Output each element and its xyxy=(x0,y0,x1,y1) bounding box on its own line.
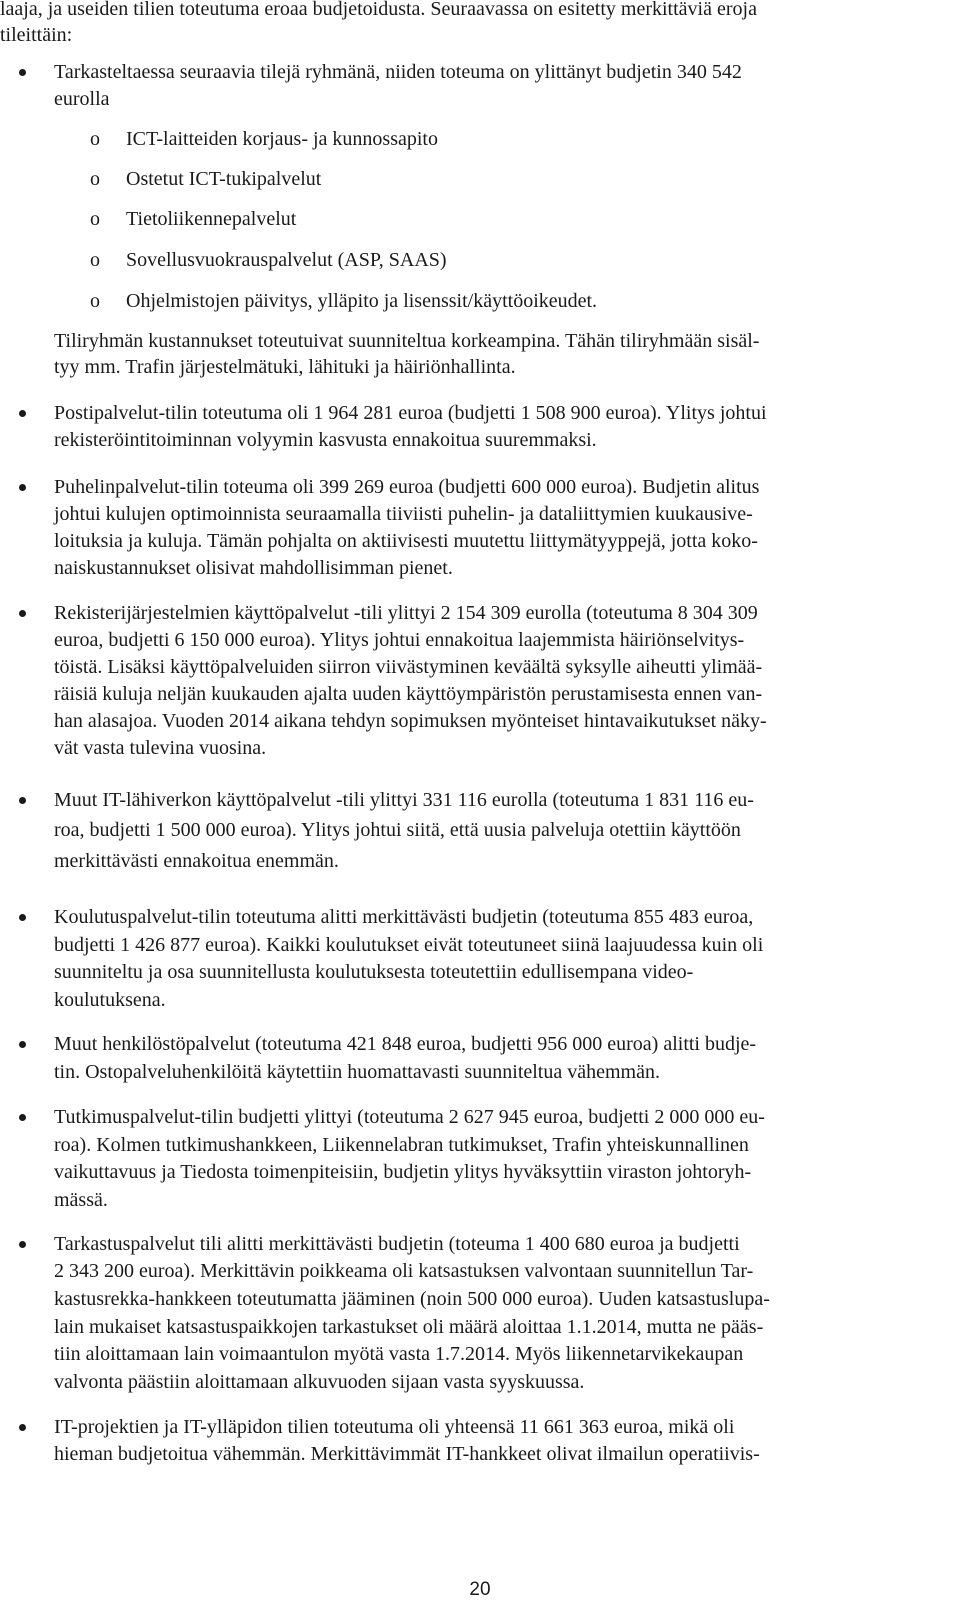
bullet-dot xyxy=(19,1241,26,1248)
bullet-text-line: Tarkastuspalvelut tili alitti merkittävästi budjetin (toteuma 1 400 680 euroa ja budjetti xyxy=(54,1233,740,1255)
bullet-text-line: Rekisterijärjestelmien käyttöpalvelut -tili ylittyi 2 154 309 eurolla (toteutuma 8 304 309 xyxy=(54,602,758,624)
page-number: 20 xyxy=(469,1579,491,1600)
sub-bullet-item: Ohjelmistojen päivitys, ylläpito ja lisenssit/käyttöoikeudet. xyxy=(126,290,598,312)
bullet-text-line: vaikuttavuus ja Tiedosta toimenpiteisiin, budjetin ylitys hyväksyttiin viraston johtoryh- xyxy=(54,1161,752,1183)
bullet-text-line: IT-projektien ja IT-ylläpidon tilien toteutuma oli yhteensä 11 661 363 euroa, mikä oli xyxy=(54,1416,735,1438)
bullet-text-line: 2 343 200 euroa). Merkittävin poikkeama oli katsastuksen valvontaan suunnitellun Tar- xyxy=(54,1260,754,1282)
bullet-text-line: hieman budjetoitua vähemmän. Merkittävimmät IT-hankkeet olivat ilmailun operatiivis- xyxy=(54,1443,760,1465)
bullet-text-line: Muut henkilöstöpalvelut (toteutuma 421 848 euroa, budjetti 956 000 euroa) alitti budje- xyxy=(54,1033,757,1055)
bullet-dot xyxy=(19,1114,26,1121)
bullet-text-line: roa, budjetti 1 500 000 euroa). Ylitys johtui siitä, että uusia palveluja otettiin käyttöön xyxy=(54,819,741,841)
bullet-text-line: tin. Ostopalveluhenkilöitä käytettiin huomattavasti suunniteltua vähemmän. xyxy=(54,1061,660,1083)
sub-bullet-marker: o xyxy=(90,128,100,150)
bullet-text-line: budjetti 1 426 877 euroa). Kaikki koulutukset eivät toteutuneet siinä laajuudessa kuin oli xyxy=(54,934,764,956)
bullet-text-line: tiin aloittamaan lain voimaantulon myötä vasta 1.7.2014. Myös liikennetarvikekaupan xyxy=(54,1343,744,1365)
intro-line: tileittäin: xyxy=(0,24,73,46)
bullet-text-line: töistä. Lisäksi käyttöpalveluiden siirron viivästyminen keväältä syksylle aiheutti ylimää- xyxy=(54,656,763,678)
bullet-text-line: han alasajoa. Vuoden 2014 aikana tehdyn sopimuksen myönteiset hintavaikutukset näky- xyxy=(54,710,767,732)
bullet-dot xyxy=(19,1424,26,1431)
bullet-dot xyxy=(19,914,26,921)
bullet-text-line: Koulutuspalvelut-tilin toteutuma alitti merkittävästi budjetin (toteutuma 855 483 euroa, xyxy=(54,906,754,928)
bullet-text-line: eurolla xyxy=(54,88,110,110)
sub-bullet-item: Sovellusvuokrauspalvelut (ASP, SAAS) xyxy=(126,249,447,271)
bullet-dot xyxy=(19,797,26,804)
paragraph-line: Tiliryhmän kustannukset toteutuivat suunniteltua korkeampina. Tähän tiliryhmään sisäl- xyxy=(54,330,760,352)
paragraph-line: tyy mm. Trafin järjestelmätuki, lähituki ja häiriönhallinta. xyxy=(54,356,516,378)
bullet-dot xyxy=(19,410,26,417)
bullet-text-line: merkittävästi ennakoitua enemmän. xyxy=(54,850,339,872)
bullet-text-line: vät vasta tulevina vuosina. xyxy=(54,737,267,759)
sub-bullet-item: Tietoliikennepalvelut xyxy=(126,208,297,230)
bullet-dot xyxy=(19,610,26,617)
sub-bullet-item: ICT-laitteiden korjaus- ja kunnossapito xyxy=(126,128,438,150)
sub-bullet-item: Ostetut ICT-tukipalvelut xyxy=(126,168,322,190)
bullet-text-line: mässä. xyxy=(54,1189,108,1211)
bullet-text-line: lain mukaiset katsastuspaikkojen tarkastukset oli määrä aloittaa 1.1.2014, mutta ne pääs- xyxy=(54,1316,764,1338)
bullet-text-line: valvonta päästiin aloittamaan alkuvuoden sijaan vasta syyskuussa. xyxy=(54,1371,585,1393)
sub-bullet-marker: o xyxy=(90,208,100,230)
bullet-dot xyxy=(19,1041,26,1048)
bullet-text-line: suunniteltu ja osa suunnitellusta koulutuksesta toteutettiin edullisempana video- xyxy=(54,961,694,983)
sub-bullet-marker: o xyxy=(90,290,100,312)
bullet-text-line: roa). Kolmen tutkimushankkeen, Liikennelabran tutkimukset, Trafin yhteiskunnallinen xyxy=(54,1134,749,1156)
bullet-text-line: johtui kulujen optimoinnista seuraamalla tiiviisti puhelin- ja dataliittymien kuukausive- xyxy=(54,503,753,525)
bullet-text-line: loituksia ja kuluja. Tämän pohjalta on aktiivisesti muutettu liittymätyyppejä, jotta koko- xyxy=(54,530,758,552)
bullet-dot xyxy=(19,69,26,76)
bullet-text-line: Tutkimuspalvelut-tilin budjetti ylittyi (toteutuma 2 627 945 euroa, budjetti 2 000 000 eu- xyxy=(54,1106,765,1128)
bullet-text-line: räisiä kuluja neljän kuukauden ajalta uuden käyttöympäristön perustamisesta ennen van- xyxy=(54,683,763,705)
sub-bullet-marker: o xyxy=(90,168,100,190)
bullet-text-line: koulutuksena. xyxy=(54,989,166,1011)
sub-bullet-marker: o xyxy=(90,249,100,271)
bullet-text-line: kastusrekka-hankkeen toteutumatta jääminen (noin 500 000 euroa). Uuden katsastuslupa- xyxy=(54,1288,770,1310)
bullet-text-line: euroa, budjetti 6 150 000 euroa). Ylitys johtui ennakoitua laajemmista häiriönselvitys- xyxy=(54,629,745,651)
bullet-text-line: Puhelinpalvelut-tilin toteuma oli 399 269 euroa (budjetti 600 000 euroa). Budjetin alitus xyxy=(54,476,760,498)
bullet-text-line: Tarkasteltaessa seuraavia tilejä ryhmänä, niiden toteuma on ylittänyt budjetin 340 542 xyxy=(54,61,742,83)
bullet-text-line: naiskustannukset olisivat mahdollisimman pienet. xyxy=(54,557,453,579)
bullet-text-line: Postipalvelut-tilin toteutuma oli 1 964 281 euroa (budjetti 1 508 900 euroa). Ylitys johtui xyxy=(54,402,767,424)
intro-line: laaja, ja useiden tilien toteutuma eroaa budjetoidusta. Seuraavassa on esitetty merkittäviä eroja xyxy=(0,0,757,20)
bullet-text-line: Muut IT-lähiverkon käyttöpalvelut -tili ylittyi 331 116 eurolla (toteutuma 1 831 116 eu- xyxy=(54,789,754,811)
bullet-dot xyxy=(19,484,26,491)
bullet-text-line: rekisteröintitoiminnan volyymin kasvusta ennakoitua suuremmaksi. xyxy=(54,429,597,451)
